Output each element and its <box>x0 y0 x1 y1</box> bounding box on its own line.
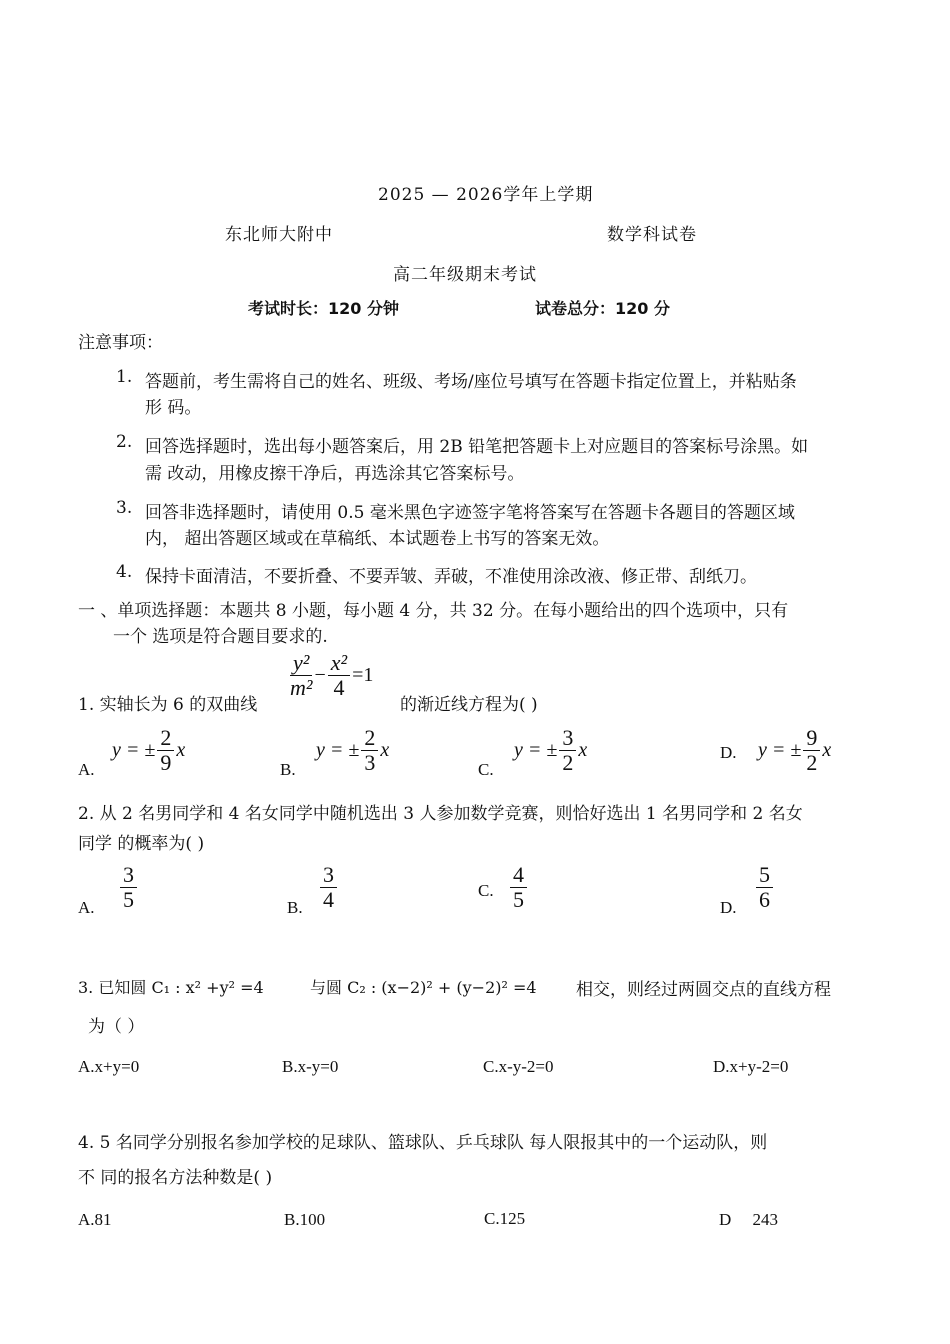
option-numerator: 9 <box>806 725 818 750</box>
question-4-text-cont: 不 同的报名方法种数是( ) <box>78 1168 273 1188</box>
section-heading: 一 、单项选择题：本题共 8 小题，每小题 4 分，共 32 分。在每小题给出的四个选项中，只有 <box>78 601 789 621</box>
option-expression <box>514 727 587 774</box>
option-denominator: 5 <box>123 887 134 912</box>
option-expression <box>316 727 389 774</box>
exam-name: 高二年级期末考试 <box>393 265 537 285</box>
option-fraction <box>754 864 775 911</box>
notice-text: 内， 超出答题区域或在草稿纸、本试题卷上书写的答案无效。 <box>145 529 610 549</box>
question-3-text-cont: 为（ ） <box>88 1017 145 1037</box>
option-text: A.x+y=0 <box>78 1057 140 1076</box>
option-variable: x <box>578 739 588 761</box>
eq-minus: − <box>314 664 326 686</box>
notice-number: 2. <box>116 432 133 452</box>
eq-numerator: y² <box>293 650 310 675</box>
option-numerator: 3 <box>562 725 574 750</box>
option-denominator: 2 <box>806 750 818 775</box>
question-1-prefix: 1. 实轴长为 6 的双曲线 <box>78 695 258 715</box>
question-3-part-a: 3. 已知圆 C₁ : x² +y² =4 <box>78 978 264 997</box>
option-label: D. <box>720 898 737 917</box>
option-fraction <box>118 864 139 911</box>
exam-duration: 考试时长：120 分钟 <box>248 299 399 318</box>
exam-total-score: 试卷总分：120 分 <box>535 299 670 318</box>
notice-text: 保持卡面清洁，不要折叠、不要弄皱、弄破，不准使用涂改液、修正带、刮纸刀。 <box>145 567 757 587</box>
notice-text: 形 码。 <box>145 398 202 418</box>
notice-title: 注意事项： <box>78 333 163 353</box>
question-2-text-cont: 同学 的概率为( ) <box>78 834 205 854</box>
option-variable: x <box>380 739 390 761</box>
option-denominator: 2 <box>562 750 574 775</box>
option-numerator: 3 <box>123 862 134 887</box>
option-text: A.81 <box>78 1210 112 1229</box>
option-variable: x <box>176 739 186 761</box>
option-text: C.x-y-2=0 <box>483 1057 554 1076</box>
eq-numerator: x² <box>330 650 348 675</box>
notice-number: 4. <box>116 562 133 582</box>
eq-denominator: 4 <box>333 675 345 700</box>
option-denominator: 9 <box>160 750 172 775</box>
option-denominator: 4 <box>323 887 334 912</box>
question-1-suffix: 的渐近线方程为( ) <box>400 695 538 715</box>
option-lhs: y = ± <box>758 739 802 761</box>
option-label: C. <box>478 760 494 779</box>
option-label: A. <box>78 898 95 917</box>
option-numerator: 2 <box>160 725 172 750</box>
notice-number: 3. <box>116 498 133 518</box>
question-3-part-c: 相交，则经过两圆交点的直线方程 <box>576 980 831 1000</box>
hyperbola-equation <box>288 652 373 699</box>
option-variable: x <box>822 739 832 761</box>
question-4-text: 4. 5 名同学分别报名参加学校的足球队、篮球队、乒乓球队 每人限报其中的一个运动队，则 <box>78 1133 768 1153</box>
option-expression <box>112 727 185 774</box>
option-denominator: 5 <box>513 887 524 912</box>
notice-number: 1. <box>116 367 133 387</box>
option-label: B. <box>280 760 296 779</box>
notice-text: 需 改动，用橡皮擦干净后，再选涂其它答案标号。 <box>145 464 525 484</box>
question-3-part-b: 与圆 C₂ : (x−2)² + (y−2)² =4 <box>310 978 537 997</box>
option-fraction <box>318 864 339 911</box>
option-lhs: y = ± <box>112 739 156 761</box>
eq-rhs: =1 <box>352 664 374 686</box>
option-text: D 243 <box>719 1210 779 1229</box>
option-text: C.125 <box>484 1209 526 1228</box>
option-numerator: 3 <box>323 862 334 887</box>
option-numerator: 2 <box>364 725 376 750</box>
question-2-text: 2. 从 2 名男同学和 4 名女同学中随机选出 3 人参加数学竞赛，则恰好选出 1 名男同学和 2 名女 <box>78 804 803 824</box>
notice-text: 回答非选择题时，请使用 0.5 毫米黑色字迹签字笔将答案写在答题卡各题目的答题区域 <box>145 503 795 523</box>
option-numerator: 5 <box>759 862 770 887</box>
option-label: B. <box>287 898 303 917</box>
option-text: B.100 <box>284 1210 326 1229</box>
school-name: 东北师大附中 <box>225 225 333 245</box>
section-heading-cont: 一个 选项是符合题目要求的. <box>113 627 328 647</box>
notice-text: 回答选择题时，选出每小题答案后，用 2B 铅笔把答题卡上对应题目的答案标号涂黑。如 <box>145 437 809 457</box>
subject-title: 数学科试卷 <box>607 225 697 245</box>
option-denominator: 6 <box>759 887 770 912</box>
option-numerator: 4 <box>513 862 524 887</box>
option-denominator: 3 <box>364 750 376 775</box>
option-lhs: y = ± <box>316 739 360 761</box>
notice-text: 答题前，考生需将自己的姓名、班级、考场/座位号填写在答题卡指定位置上，并粘贴条 <box>145 372 797 392</box>
option-lhs: y = ± <box>514 739 558 761</box>
option-label: D. <box>720 743 737 762</box>
exam-year: 2025 — 2026学年上学期 <box>378 185 594 205</box>
option-label: C. <box>478 881 494 900</box>
option-fraction <box>508 864 529 911</box>
option-text: B.x-y=0 <box>282 1057 339 1076</box>
option-text: D.x+y-2=0 <box>713 1057 789 1076</box>
option-label: A. <box>78 760 95 779</box>
option-expression <box>758 727 831 774</box>
eq-denominator: m² <box>290 675 313 700</box>
